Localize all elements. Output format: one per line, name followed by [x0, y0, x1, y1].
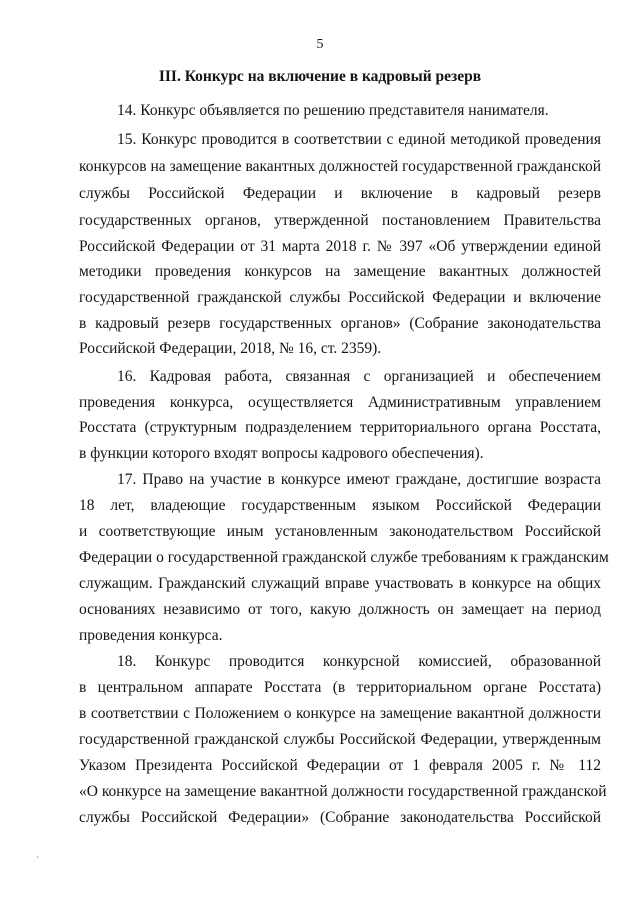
paragraph-16-line: в функции которого входят вопросы кадрового обеспечения).	[79, 445, 484, 462]
paragraph-17-line: проведения конкурса.	[79, 627, 223, 644]
paragraph-17-line: 18 лет, владеющие государственным языком Российской Федерации	[79, 497, 601, 514]
paragraph-17-line: Федерации о государственной гражданской службе требованиям к гражданским	[79, 549, 609, 566]
paragraph-15-line: государственных органов, утвержденной постановлением Правительства	[79, 212, 601, 229]
section-title: III. Конкурс на включение в кадровый резерв	[158, 68, 482, 85]
paragraph-15-line: Российской Федерации, 2018, № 16, ст. 2359).	[79, 340, 382, 357]
paragraph-18-line: в соответствии с Положением о конкурсе на замещение вакантной должности	[79, 705, 601, 722]
scan-speck: ˊ	[36, 855, 39, 865]
paragraph-16-line: 16. Кадровая работа, связанная с организацией и обеспечением	[117, 368, 601, 385]
paragraph-15-line: конкурсов на замещение вакантных должностей государственной гражданской	[79, 158, 601, 175]
paragraph-17-line: 17. Право на участие в конкурсе имеют граждане, достигшие возраста	[117, 471, 601, 488]
paragraph-18-line: в центральном аппарате Росстата (в территориальном органе Росстата)	[79, 679, 601, 696]
paragraph-18-line: Указом Президента Российской Федерации от 1 февраля 2005 г. № 112	[79, 757, 601, 774]
paragraph-15-line: службы Российской Федерации и включение в кадровый резерв	[79, 185, 601, 202]
paragraph-15-line: Российской Федерации от 31 марта 2018 г. № 397 «Об утверждении единой	[79, 238, 601, 255]
page-number: 5	[316, 37, 324, 52]
paragraph-18-line: 18. Конкурс проводится конкурсной комиссией, образованной	[117, 653, 601, 670]
paragraph-16-line: проведения конкурса, осуществляется Административным управлением	[79, 394, 601, 411]
paragraph-18-line: «О конкурсе на замещение вакантной должности государственной гражданской	[79, 783, 607, 800]
paragraph-15-line: в кадровый резерв государственных органов» (Собрание законодательства	[79, 315, 601, 332]
paragraph-15-line: методики проведения конкурсов на замещение вакантных должностей	[79, 263, 601, 280]
paragraph-18-line: службы Российской Федерации» (Собрание законодательства Российской	[79, 809, 601, 826]
paragraph-17-line: служащим. Гражданский служащий вправе участвовать в конкурсе на общих	[79, 575, 601, 592]
paragraph-18-line: государственной гражданской службы Российской Федерации, утвержденным	[79, 731, 601, 748]
paragraph-14-line: 14. Конкурс объявляется по решению представителя нанимателя.	[117, 102, 549, 119]
paragraph-16-line: Росстата (структурным подразделением территориального органа Росстата,	[79, 419, 601, 436]
paragraph-15-line: 15. Конкурс проводится в соответствии с единой методикой проведения	[117, 131, 601, 148]
paragraph-17-line: и соответствующие иным установленным законодательством Российской	[79, 523, 601, 540]
paragraph-15-line: государственной гражданской службы Российской Федерации и включение	[79, 289, 601, 306]
paragraph-17-line: основаниях независимо от того, какую должность он замещает на период	[79, 601, 601, 618]
